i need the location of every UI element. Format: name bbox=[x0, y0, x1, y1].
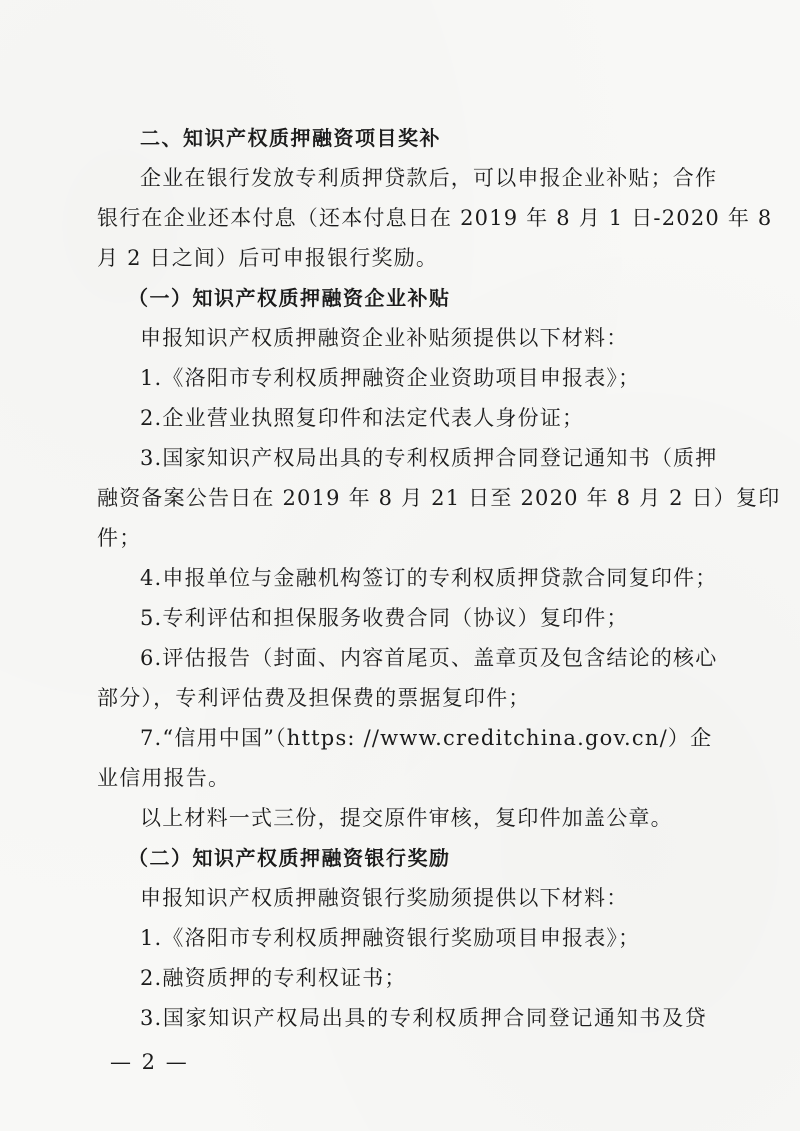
list-item: 1.《洛阳市专利权质押融资银行奖励项目申报表》； bbox=[140, 926, 641, 950]
page-number: — 2 — bbox=[110, 1050, 189, 1074]
paragraph-line: 月 2 日之间）后可申报银行奖励。 bbox=[97, 246, 439, 270]
paragraph-line: 以上材料一式三份，提交原件审核，复印件加盖公章。 bbox=[140, 806, 673, 830]
list-item: 6.评估报告（封面、内容首尾页、盖章页及包含结论的核心 bbox=[140, 646, 718, 670]
list-item-continuation: 融资备案公告日在 2019 年 8 月 21 日至 2020 年 8 月 2 日）复印 bbox=[97, 486, 781, 510]
list-item-continuation: 业信用报告。 bbox=[97, 766, 231, 790]
section-heading-2: 二、知识产权质押融资项目奖补 bbox=[140, 126, 441, 150]
list-item: 3.国家知识产权局出具的专利权质押合同登记通知书（质押 bbox=[140, 446, 718, 470]
list-item: 7.“信用中国”（https: //www.creditchina.gov.cn/）企 bbox=[140, 726, 713, 750]
paragraph-line: 银行在企业还本付息（还本付息日在 2019 年 8 月 1 日-2020 年 8 bbox=[97, 206, 773, 230]
list-item: 2.企业营业执照复印件和法定代表人身份证； bbox=[140, 406, 585, 430]
subsection-heading-1: （一）知识产权质押融资企业补贴 bbox=[128, 286, 451, 310]
list-item: 5.专利评估和担保服务收费合同（协议）复印件； bbox=[140, 606, 629, 630]
list-item: 1.《洛阳市专利权质押融资企业资助项目申报表》； bbox=[140, 366, 641, 390]
list-item: 2.融资质押的专利权证书； bbox=[140, 966, 407, 990]
list-item: 3.国家知识产权局出具的专利权质押合同登记通知书及贷 bbox=[140, 1006, 707, 1030]
list-item: 4.申报单位与金融机构签订的专利权质押贷款合同复印件； bbox=[140, 566, 718, 590]
paragraph-line: 申报知识产权质押融资企业补贴须提供以下材料： bbox=[140, 326, 629, 350]
paragraph-line: 申报知识产权质押融资银行奖励须提供以下材料： bbox=[140, 886, 629, 910]
subsection-heading-2: （二）知识产权质押融资银行奖励 bbox=[128, 846, 451, 870]
list-item-continuation: 件； bbox=[97, 526, 142, 550]
list-item-continuation: 部分），专利评估费及担保费的票据复印件； bbox=[97, 686, 531, 710]
paragraph-line: 企业在银行发放专利质押贷款后，可以申报企业补贴；合作 bbox=[140, 166, 718, 190]
